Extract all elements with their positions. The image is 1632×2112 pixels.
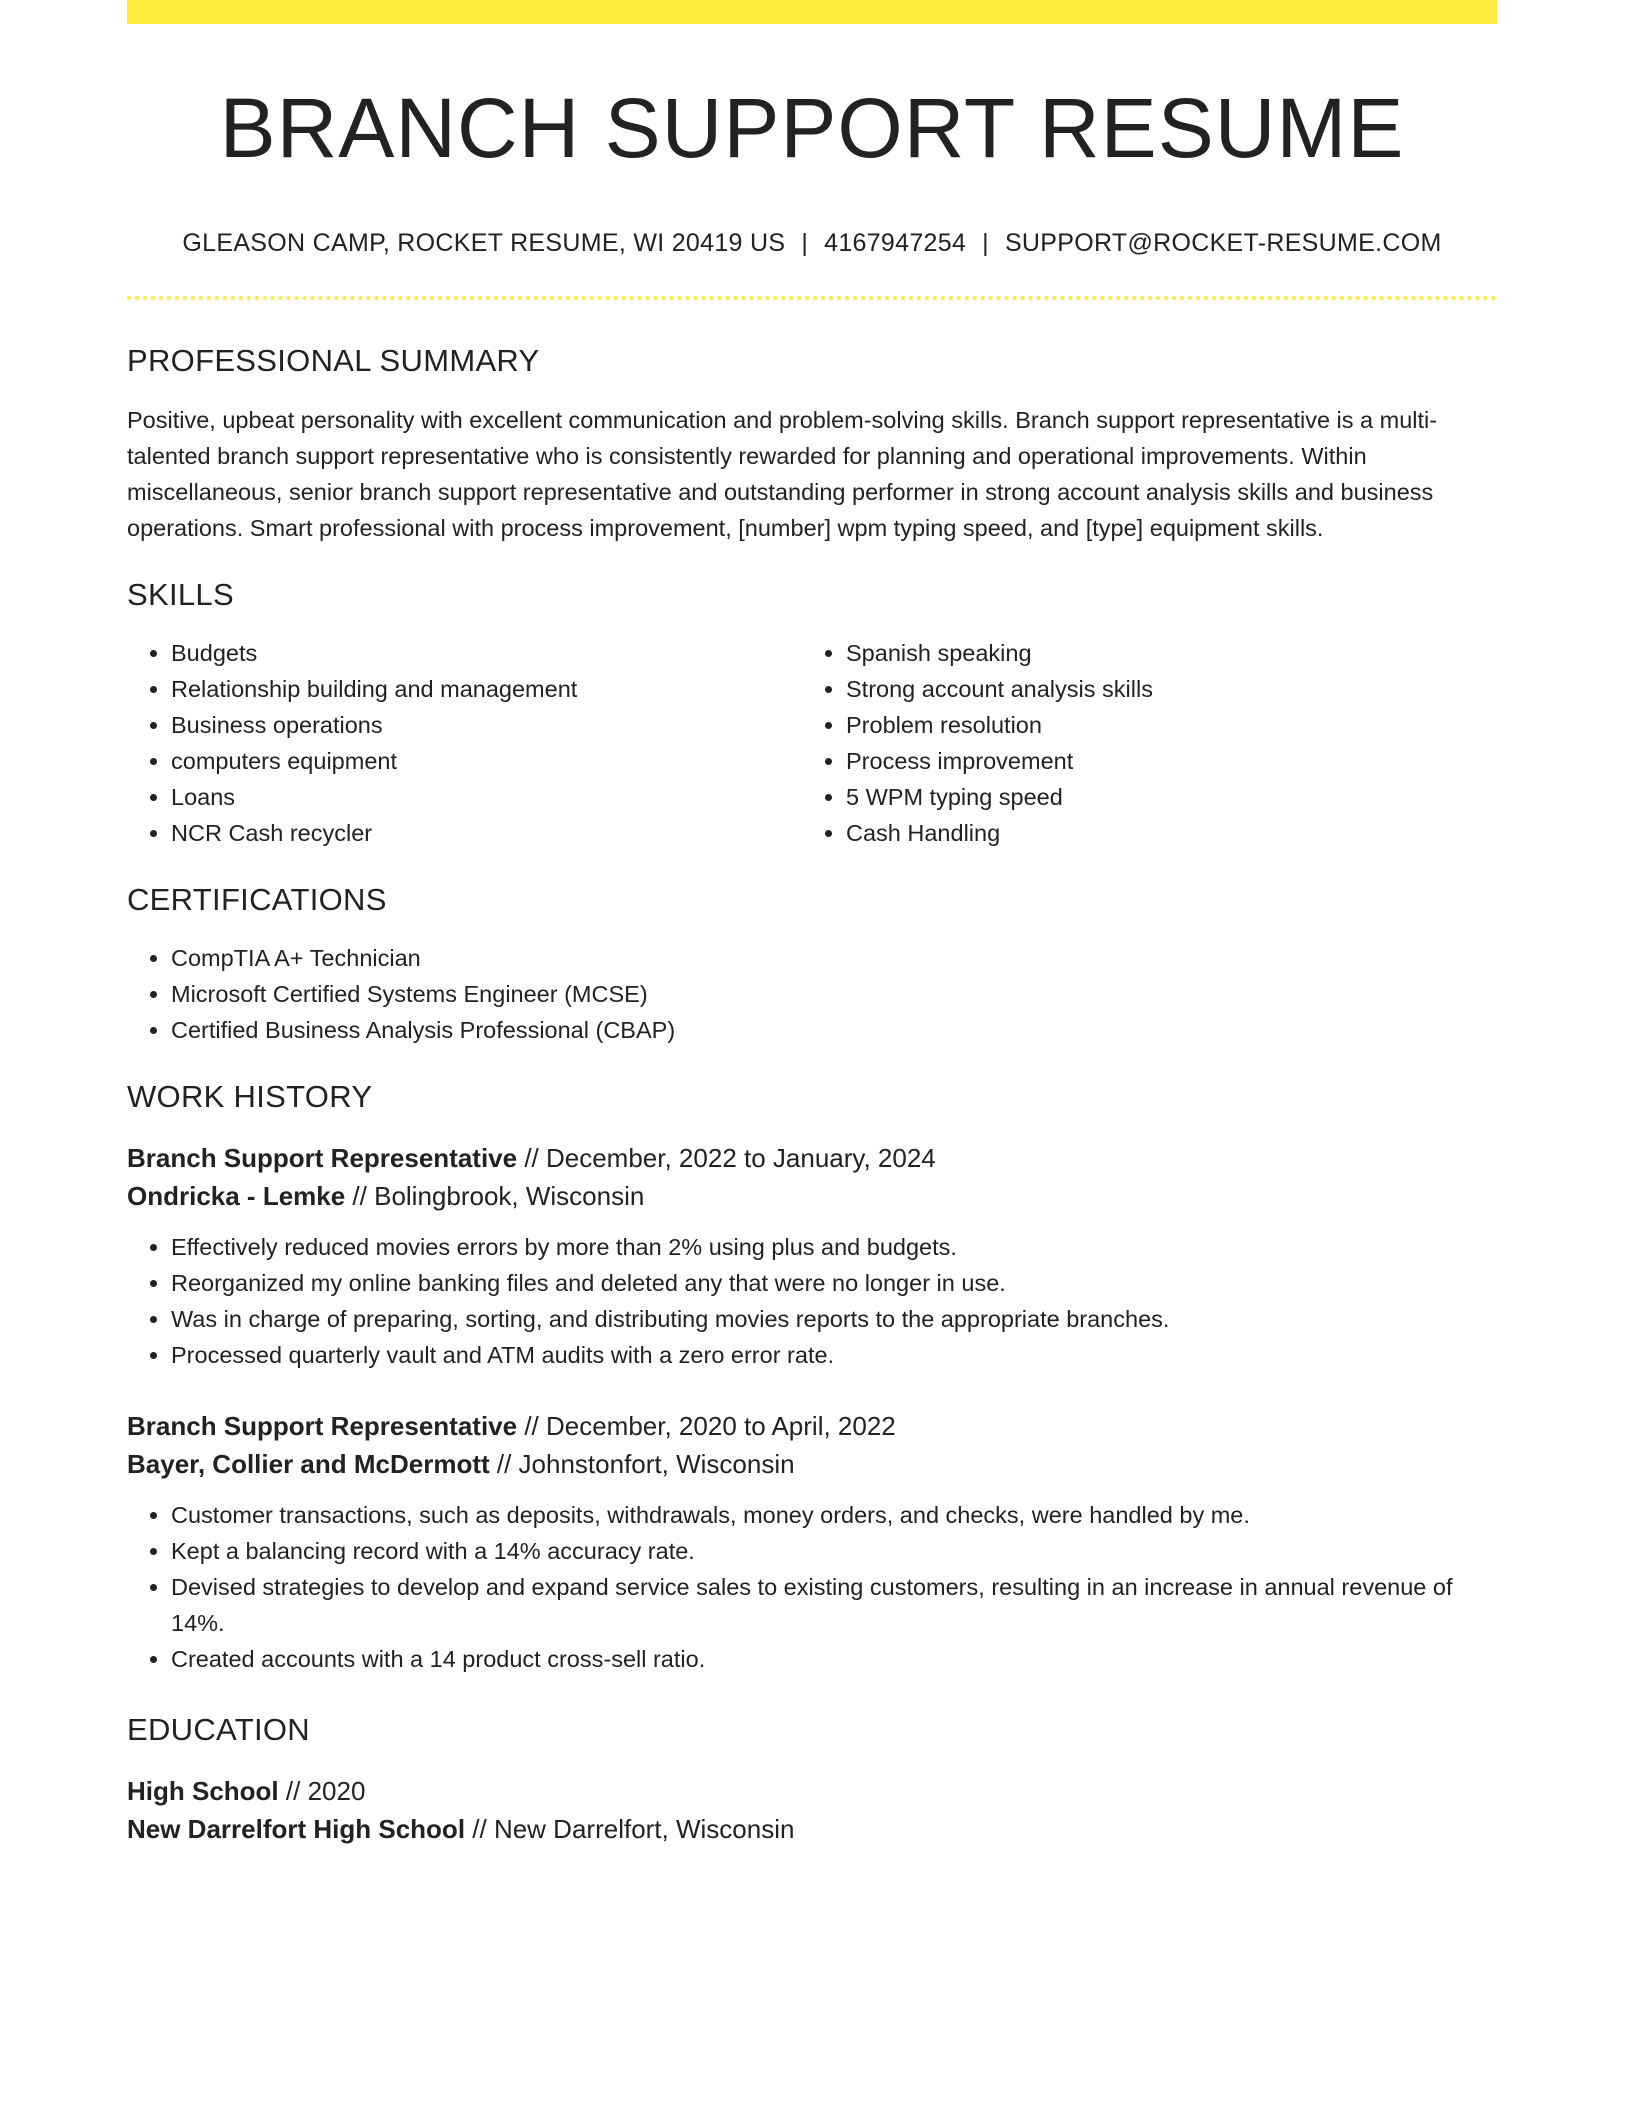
- job-location: // Johnstonfort, Wisconsin: [489, 1449, 795, 1480]
- list-item: • Strong account analysis skills: [846, 671, 1477, 707]
- phone: 4167947254: [824, 229, 967, 258]
- email: SUPPORT@ROCKET-RESUME.COM: [1004, 229, 1442, 258]
- job-company-line: [127, 1445, 1497, 1483]
- education-year: // 2020: [278, 1776, 366, 1807]
- list-item: • Devised strategies to develop and expand service sales to existing customers, resulting in an increase in annual revenue of 14%.: [171, 1569, 1497, 1641]
- job-dates: // December, 2022 to January, 2024: [517, 1143, 936, 1174]
- summary-text: Positive, upbeat personality with excellent communication and problem-solving skills. Branch support representative is a multi-talented branch support representative who is consistently rewarded for planning and operational improvements. Within miscellaneous, senior branch support representative and outstanding performer in strong account analysis skills and business operations. Smart professional with process improvement, [number] wpm typing speed, and [type] equipment skills.: [127, 406, 1438, 541]
- job-company-line: [127, 1177, 1497, 1215]
- skills-right-column: [802, 635, 1477, 851]
- dotted-divider: [127, 296, 1497, 300]
- list-item: • Certified Business Analysis Professional (CBAP): [171, 1012, 1497, 1048]
- education-school: New Darrelfort High School: [127, 1814, 466, 1845]
- resume-page: [127, 0, 1497, 1848]
- education-degree: High School: [127, 1776, 279, 1807]
- education-school-line: [127, 1810, 1497, 1848]
- contact-separator: |: [982, 229, 989, 258]
- contact-line: [127, 228, 1497, 258]
- job-location: // Bolingbrook, Wisconsin: [345, 1181, 645, 1212]
- job-title-line: [127, 1139, 1497, 1177]
- list-item: • computers equipment: [171, 743, 802, 779]
- job-bullets: [127, 1497, 1497, 1677]
- list-item: • Customer transactions, such as deposits, withdrawals, money orders, and checks, were handled by me.: [171, 1497, 1497, 1533]
- list-item: • Microsoft Certified Systems Engineer (MCSE): [171, 976, 1497, 1012]
- education-degree-line: [127, 1772, 1497, 1810]
- list-item: • NCR Cash recycler: [171, 815, 802, 851]
- list-item: • Process improvement: [846, 743, 1477, 779]
- certifications-list: [127, 940, 1497, 1048]
- list-item: • Was in charge of preparing, sorting, and distributing movies reports to the appropriate branches.: [171, 1301, 1497, 1337]
- skills-left-column: [127, 635, 802, 851]
- certifications-heading: CERTIFICATIONS: [127, 881, 387, 917]
- resume-title: BRANCH SUPPORT RESUME: [219, 81, 1405, 175]
- job-title-line: [127, 1407, 1497, 1445]
- job-role: Branch Support Representative: [127, 1143, 518, 1174]
- list-item: • Cash Handling: [846, 815, 1477, 851]
- top-accent-bar: [127, 0, 1497, 24]
- list-item: • Spanish speaking: [846, 635, 1477, 671]
- list-item: • Business operations: [171, 707, 802, 743]
- address: GLEASON CAMP, ROCKET RESUME, WI 20419 US: [182, 229, 786, 258]
- list-item: • Kept a balancing record with a 14% accuracy rate.: [171, 1533, 1497, 1569]
- list-item: • CompTIA A+ Technician: [171, 940, 1497, 976]
- work-history-heading: WORK HISTORY: [127, 1078, 373, 1114]
- contact-separator: |: [801, 229, 809, 258]
- list-item: • Relationship building and management: [171, 671, 802, 707]
- skills-heading: SKILLS: [127, 576, 234, 612]
- education-heading: EDUCATION: [127, 1712, 310, 1748]
- education-location: // New Darrelfort, Wisconsin: [465, 1814, 795, 1845]
- list-item: • Reorganized my online banking files and deleted any that were no longer in use.: [171, 1265, 1497, 1301]
- skills-grid: [127, 635, 1497, 851]
- list-item: • Problem resolution: [846, 707, 1477, 743]
- list-item: • Effectively reduced movies errors by more than 2% using plus and budgets.: [171, 1229, 1497, 1265]
- job-dates: // December, 2020 to April, 2022: [517, 1411, 896, 1442]
- job-role: Branch Support Representative: [127, 1411, 518, 1442]
- list-item: • Loans: [171, 779, 802, 815]
- list-item: • 5 WPM typing speed: [846, 779, 1477, 815]
- list-item: • Created accounts with a 14 product cross-sell ratio.: [171, 1641, 1497, 1677]
- list-item: • Processed quarterly vault and ATM audits with a zero error rate.: [171, 1337, 1497, 1373]
- job-bullets: [127, 1229, 1497, 1373]
- list-item: • Budgets: [171, 635, 802, 671]
- summary-heading: PROFESSIONAL SUMMARY: [127, 343, 540, 379]
- job-company: Bayer, Collier and McDermott: [127, 1449, 490, 1480]
- job-company: Ondricka - Lemke: [127, 1181, 346, 1212]
